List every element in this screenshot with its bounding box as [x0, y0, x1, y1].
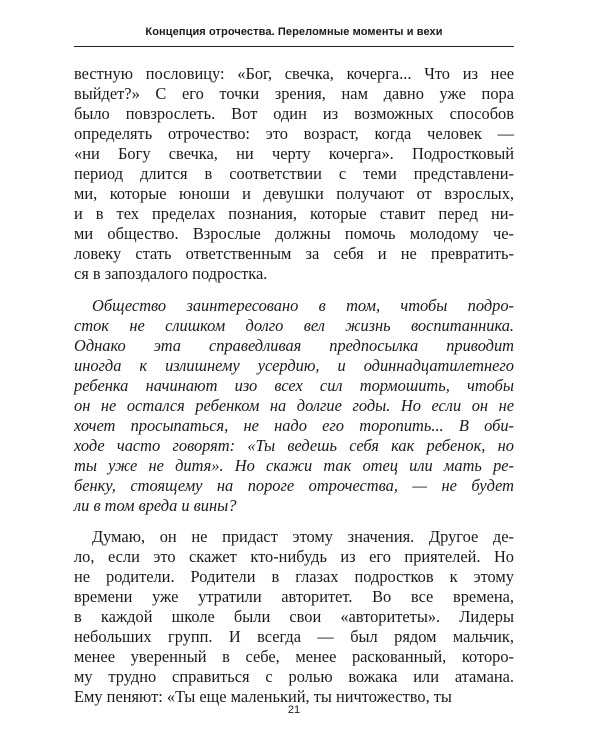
text-line: определять отрочество: это возраст, когда человек — — [74, 124, 514, 143]
text-line: Думаю, он не придаст этому значения. Другое де- — [92, 527, 514, 546]
text-line: было повзрослеть. Вот один из возможных способов — [74, 104, 514, 123]
text-line: в каждой школе были свои «авторитеты». Лидеры — [74, 607, 514, 626]
text-line: сток не слишком долго вел жизнь воспитанника. — [74, 316, 514, 335]
text-line: небольших групп. И всегда — был рядом мальчик, — [74, 627, 514, 646]
header-rule — [74, 46, 514, 47]
text-line: бенку, стоящему на пороге отрочества, — не будет — [74, 476, 514, 495]
text-line: ми, которые юноши и девушки получают от взрослых, — [74, 184, 514, 203]
text-line: «ни Богу свечка, ни черту кочерга». Подростковый — [74, 144, 514, 163]
text-line: ловеку стать ответственным за себя и не превратить- — [74, 244, 514, 263]
text-line: иногда к излишнему усердию, и одиннадцатилетнего — [74, 356, 514, 375]
text-line: и в тех пределах познания, которые ставит перед ни- — [74, 204, 514, 223]
text-line: му трудно справиться с ролью вожака или атамана. — [74, 667, 514, 686]
text-line: ся в запоздалого подростка. — [74, 264, 268, 283]
text-line: выйдет?» С его точки зрения, нам давно уже пора — [74, 84, 514, 103]
text-line: времени уже утратили авторитет. Во все времена, — [74, 587, 514, 606]
text-line: он не остался ребенком на долгие годы. Но если он не — [74, 396, 514, 415]
text-line: вестную пословицу: «Бог, свечка, кочерга... Что из нее — [74, 64, 514, 83]
text-line: не родители. Родители в глазах подростков к этому — [74, 567, 514, 586]
text-line: Общество заинтересовано в том, чтобы подро- — [92, 296, 514, 315]
text-line: ли в том вреда и вины? — [74, 496, 237, 515]
page-number: 21 — [287, 704, 301, 716]
text-line: период длится в соответствии с теми представлени- — [74, 164, 514, 183]
text-line: Ему пеняют: «Ты еще маленький, ты ничтожество, ты — [74, 687, 452, 706]
text-line: ребенка начинают изо всех сил тормошить, чтобы — [74, 376, 514, 395]
running-title: Концепция отрочества. Переломные моменты и вехи — [145, 26, 443, 38]
text-line: ло, если это скажет кто-нибудь из его приятелей. Но — [74, 547, 514, 566]
text-line: Однако эта справедливая предпосылка приводит — [74, 336, 514, 355]
text-line: менее уверенный в себе, менее раскованный, которо- — [74, 647, 514, 666]
text-line: ходе часто говорят: «Ты ведешь себя как ребенок, но — [74, 436, 514, 455]
text-line: хочет просыпаться, не надо его торопить... В оби- — [74, 416, 514, 435]
text-line: ми общество. Взрослые должны помочь молодому че- — [74, 224, 514, 243]
text-line: ты уже не дитя». Но скажи так отец или мать ре- — [74, 456, 514, 475]
